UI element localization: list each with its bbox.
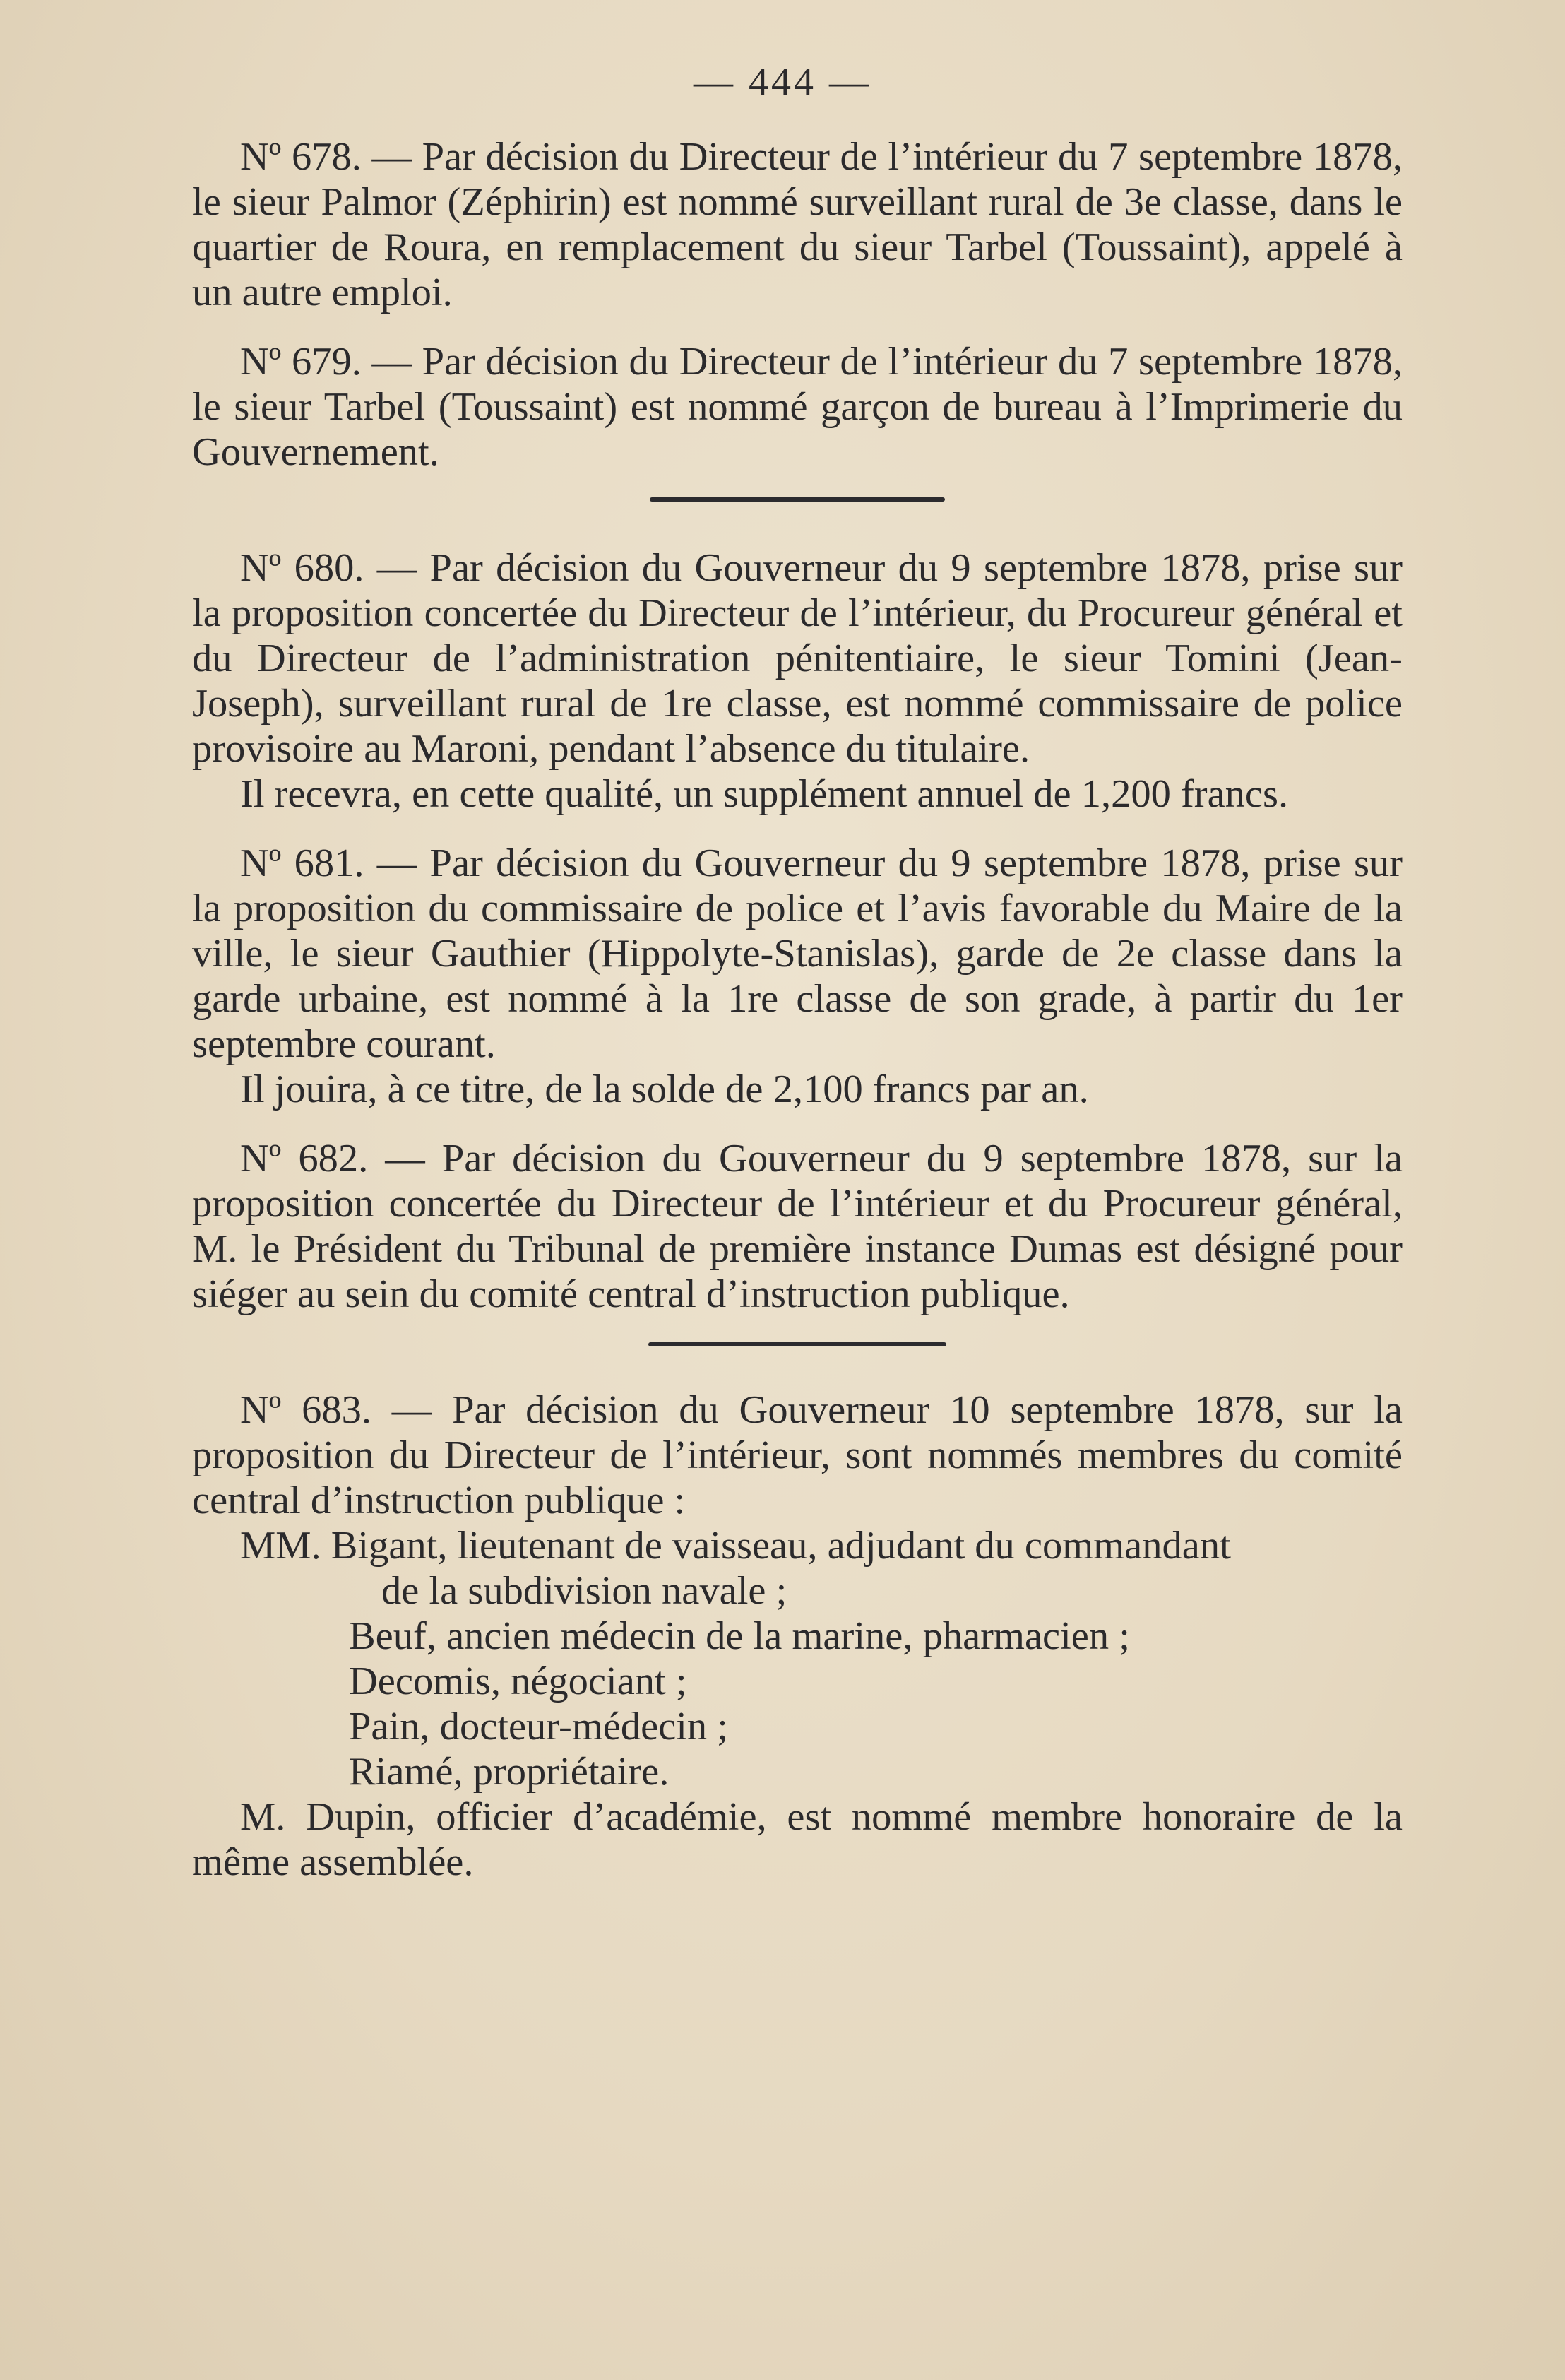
member-line: MM. Bigant, lieutenant de vaisseau, adjudant du commandant xyxy=(240,1524,1231,1568)
member-line: Decomis, négociant ; xyxy=(349,1659,687,1703)
decision-680-supplement: Il recevra, en cette qualité, un supplément annuel de 1,200 francs. xyxy=(240,772,1289,816)
document-body xyxy=(192,134,1403,1885)
section-divider xyxy=(648,1342,946,1346)
page-number: — 444 — xyxy=(694,60,871,104)
member-line: Beuf, ancien médecin de la marine, pharmacien ; xyxy=(349,1614,1130,1658)
decision-681-salary: Il jouira, à ce titre, de la solde de 2,100 francs par an. xyxy=(240,1067,1089,1111)
decision-678: Nº 678. — Par décision du Directeur de l’intérieur du 7 septembre 1878, le sieur Palmor (Zéphirin) est nommé surveillant rural de 3e classe, dans le quartier de Roura, en remplacement du sieur Tarbel (Toussaint), appelé à un autre emploi. xyxy=(192,135,1403,314)
decision-682: Nº 682. — Par décision du Gouverneur du 9 septembre 1878, sur la proposition concertée du Directeur de l’intérieur et du Procureur général, M. le Président du Tribunal de première instance Dumas est désigné pour siéger au sein du comité central d’instruction publique. xyxy=(192,1137,1403,1316)
member-line: de la subdivision navale ; xyxy=(381,1569,787,1613)
member-line: Pain, docteur-médecin ; xyxy=(349,1705,728,1748)
section-divider xyxy=(650,497,945,502)
decision-679: Nº 679. — Par décision du Directeur de l’intérieur du 7 septembre 1878, le sieur Tarbel (Toussaint) est nommé garçon de bureau à l’Imprimerie du Gouvernement. xyxy=(192,340,1403,474)
decision-681: Nº 681. — Par décision du Gouverneur du 9 septembre 1878, prise sur la proposition du commissaire de police et l’avis favorable du Maire de la ville, le sieur Gauthier (Hippolyte-Stanislas), garde de 2e classe dans la garde urbaine, est nommé à la 1re classe de son grade, à partir du 1er septembre courant. xyxy=(192,841,1403,1066)
decision-683: Nº 683. — Par décision du Gouverneur 10 septembre 1878, sur la proposition du Directeur de l’intérieur, sont nommés membres du comité central d’instruction publique : xyxy=(192,1388,1403,1522)
member-line: Riamé, propriétaire. xyxy=(349,1750,670,1794)
decision-683-honorary: M. Dupin, officier d’académie, est nommé membre honoraire de la même assemblée. xyxy=(192,1795,1403,1884)
decision-680: Nº 680. — Par décision du Gouverneur du 9 septembre 1878, prise sur la proposition concertée du Directeur de l’intérieur, du Procureur général et du Directeur de l’administration pénitentiaire, le sieur Tomini (Jean-Joseph), surveillant rural de 1re classe, est nommé commissaire de police provisoire au Maroni, pendant l’absence du titulaire. xyxy=(192,546,1403,771)
